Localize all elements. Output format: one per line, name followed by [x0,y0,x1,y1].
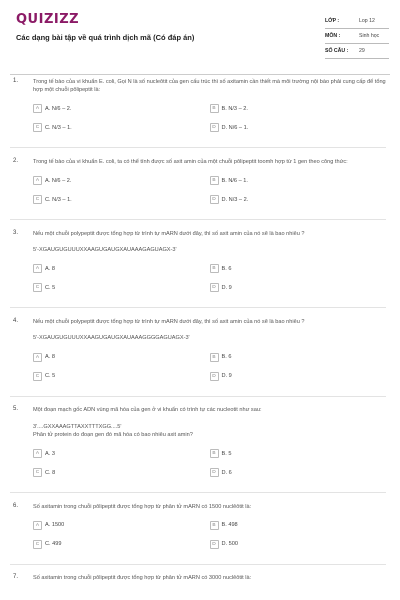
answer-text: A. N/6 – 2. [45,177,72,184]
answer-text: B. 498 [221,522,238,529]
answer-text: A. 3 [45,450,55,457]
answer-option[interactable] [210,539,387,550]
answer-checkbox[interactable]: C [33,123,42,132]
question-number: 2. [13,158,19,164]
answer-option[interactable] [210,263,387,274]
question-6 [0,503,400,565]
answer-text: B. N/3 – 2. [221,105,248,112]
question-text: Trong tế bào của vi khuẩn E. coli, Gọi N là số nucleôtit của gen cấu trúc thì số axitamin cần thiết mà môi trường nội bào phải cung cấp để tổng hợp một chuỗi pôlipeptit là: [33,79,386,94]
question-3 [0,230,400,308]
question-5 [0,406,400,492]
question-divider [10,219,386,220]
answer-text: D. 9 [221,373,232,380]
answer-text: A. 1500 [45,522,65,529]
quizizz-logo: QUIZIZZ [16,12,80,27]
header-divider [10,74,390,75]
question-divider [10,492,386,493]
answer-text: C. 499 [45,541,62,548]
answer-text: D. N/3 – 2. [221,196,249,203]
question-number: 4. [13,318,19,324]
meta-label: MÔN : [325,33,341,39]
answer-option[interactable] [210,282,387,293]
answer-checkbox[interactable]: D [210,468,219,477]
answer-option[interactable] [210,352,387,363]
answer-options [33,448,386,486]
meta-label: LỚP : [325,18,340,24]
question-1 [0,78,400,148]
question-divider [10,307,386,308]
answer-checkbox[interactable]: B [210,176,219,185]
question-divider [10,396,386,397]
answer-checkbox[interactable]: C [33,468,42,477]
meta-row-subject [325,29,389,44]
answer-text: C. 5 [45,284,56,291]
answer-checkbox[interactable]: B [210,449,219,458]
answer-option[interactable] [210,371,387,382]
answer-checkbox[interactable]: B [210,264,219,273]
meta-row-question-count [325,44,389,59]
answer-checkbox[interactable]: D [210,540,219,549]
answer-checkbox[interactable]: B [210,353,219,362]
answer-text: A. 8 [45,354,55,361]
question-text: Nếu một chuỗi polypeptit được tổng hợp từ trình tự mARN dưới đây, thì số axit amin của nó sẽ là bao nhiêu ? 5'-XGAUGUGUUUXXAAGUGAUGXAUAAAGAGUAGX-3' [33,230,305,254]
answer-text: C. 5 [45,373,56,380]
answer-option[interactable] [210,175,387,186]
answer-text: D. N/6 – 1. [221,124,249,131]
question-divider [10,564,386,565]
answer-text: D. 9 [221,284,232,291]
answer-text: D. 500 [221,541,238,548]
answer-option[interactable] [210,194,387,205]
answer-option[interactable] [210,122,387,133]
question-number: 1. [13,78,19,84]
answer-checkbox[interactable]: A [33,353,42,362]
answer-text: A. N/6 – 2. [45,105,72,112]
question-text: Số axitamin trong chuỗi pôlipeptit được tổng hợp từ phân tử mARN có 1500 nuclêôtit là: [33,503,252,510]
answer-option[interactable] [33,520,210,531]
answer-option[interactable] [33,194,210,205]
answer-option[interactable] [33,263,210,274]
answer-options [33,520,386,558]
meta-label: SỐ CÂU : [325,48,349,54]
answer-checkbox[interactable]: C [33,283,42,292]
question-number: 5. [13,406,19,413]
question-4 [0,318,400,396]
question-text: Một đoạn mạch gốc ADN vùng mã hóa của gen ở vi khuẩn có trình tự các nucleotit như sau: 3'....GXXAAAGTTAXXTTTXGG....5' Phân tử protein do đoạn gen đó mã hóa có bao nhiêu axit amin? [33,407,262,438]
answer-option[interactable] [33,467,210,478]
answer-checkbox[interactable]: A [33,449,42,458]
answer-options [33,103,386,141]
answer-text: B. 5 [221,450,232,457]
answer-text: C. 8 [45,469,56,476]
answer-checkbox[interactable]: C [33,540,42,549]
answer-text: C. N/3 – 1. [45,196,72,203]
question-text: Trong tế bào của vi khuẩn E. coli, ta có thể tính được số axit amin của một chuỗi pôlipeptit toomh hợp từ 1 gen theo công thức: [33,159,348,165]
answer-option[interactable] [33,352,210,363]
answer-option[interactable] [33,103,210,114]
answer-option[interactable] [33,539,210,550]
answer-checkbox[interactable]: A [33,104,42,113]
answer-checkbox[interactable]: D [210,372,219,381]
answer-checkbox[interactable]: D [210,283,219,292]
answer-option[interactable] [33,448,210,459]
answer-option[interactable] [33,371,210,382]
answer-options [33,352,386,390]
answer-checkbox[interactable]: A [33,521,42,530]
answer-text: B. 6 [221,265,232,272]
question-2 [0,158,400,220]
answer-text: A. 8 [45,265,55,272]
answer-checkbox[interactable]: B [210,521,219,530]
question-text: Nếu một chuỗi polypeptit được tổng hợp từ trình tự mARN dưới đây, thì số axit amin của nó sẽ là bao nhiêu ? 5'-XGAUGUGUUUXXAAGUGAUGXAUAAAGGGGAGUAGX-3' [33,319,305,342]
answer-text: C. N/3 – 1. [45,124,72,131]
question-divider [10,147,386,148]
meta-value: 29 [359,48,365,54]
answer-option[interactable] [210,103,387,114]
answer-option[interactable] [33,175,210,186]
worksheet-header [0,0,400,70]
answer-checkbox[interactable]: C [33,372,42,381]
meta-table [325,14,389,59]
question-number: 6. [13,502,19,509]
question-list [0,78,400,583]
answer-text: B. 6 [221,354,232,361]
question-7 [0,574,400,582]
meta-value: Sinh học [359,33,380,39]
question-text: Số axitamin trong chuỗi pôlipeptit được tổng hợp từ phân tử mARN có 3000 nuclêôtit là: [33,575,252,582]
answer-option[interactable] [210,467,387,478]
answer-checkbox[interactable]: B [210,104,219,113]
answer-checkbox[interactable]: D [210,123,219,132]
answer-checkbox[interactable]: A [33,264,42,273]
question-number: 7. [13,574,19,581]
meta-row-grade [325,14,389,29]
answer-checkbox[interactable]: D [210,195,219,204]
answer-text: B. N/6 – 1. [221,177,248,184]
answer-option[interactable] [33,122,210,133]
answer-text: D. 6 [221,469,232,476]
answer-checkbox[interactable]: A [33,176,42,185]
answer-options [33,263,386,301]
answer-option[interactable] [210,448,387,459]
answer-options [33,175,386,213]
question-number: 3. [13,229,19,236]
answer-option[interactable] [210,520,387,531]
answer-checkbox[interactable]: C [33,195,42,204]
meta-value: Lop 12 [359,18,375,24]
answer-option[interactable] [33,282,210,293]
worksheet-title: Các dạng bài tập về quá trình dịch mã (Có đáp án) [16,33,195,42]
